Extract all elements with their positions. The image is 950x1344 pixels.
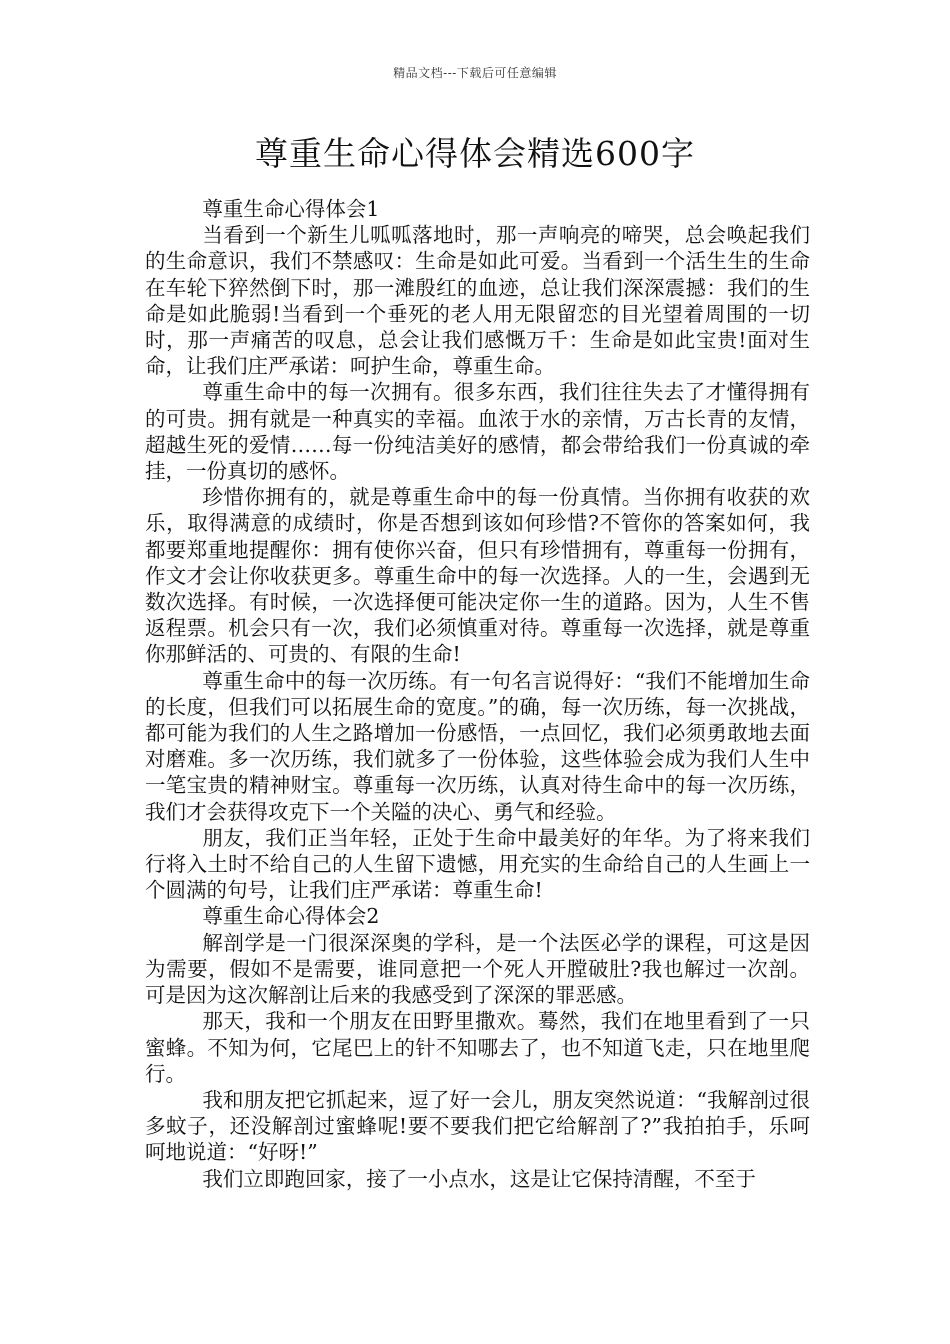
document-title: 尊重生命心得体会精选600字 [255,134,695,173]
paragraph: 尊重生命中的每一次拥有。很多东西，我们往往失去了才懂得拥有的可贵。拥有就是一种真实的幸福。血浓于水的亲情，万古长青的友情，超越生死的爱情……每一份纯洁美好的感情，都会带给我们一份真诚的牵挂，一份真切的感怀。 [145,380,810,484]
section-heading-2: 尊重生命心得体会2 [202,904,380,929]
paragraph: 珍惜你拥有的，就是尊重生命中的每一份真情。当你拥有收获的欢乐，取得满意的成绩时，你是否想到该如何珍惜?不管你的答案如何，我都要郑重地提醒你：拥有使你兴奋，但只有珍惜拥有，尊重每一份拥有，作文才会让你收获更多。尊重生命中的每一次选择。人的一生，会遇到无数次选择。有时候，一次选择便可能决定你一生的道路。因为，人生不售返程票。机会只有一次，我们必须慎重对待。尊重每一次选择，就是尊重你那鲜活的、可贵的、有限的生命! [145,485,810,667]
header-note: 精品文档---下载后可任意编辑 [393,66,557,80]
paragraph: 我和朋友把它抓起来，逗了好一会儿，朋友突然说道：“我解剖过很多蚊子，还没解剖过蜜蜂呢!要不要我们把它给解剖了?”我拍拍手，乐呵呵地说道：“好呀!” [145,1087,810,1165]
paragraph: 朋友，我们正当年轻，正处于生命中最美好的年华。为了将来我们行将入土时不给自己的人生留下遗憾，用充实的生命给自己的人生画上一个圆满的句号，让我们庄严承诺：尊重生命! [145,825,810,903]
paragraph: 我们立即跑回家，接了一小点水，这是让它保持清醒，不至于 [202,1166,756,1191]
paragraph: 那天，我和一个朋友在田野里撒欢。蓦然，我们在地里看到了一只蜜蜂。不知为何，它尾巴上的针不知哪去了，也不知道飞走，只在地里爬行。 [145,1009,810,1086]
section-heading-1: 尊重生命心得体会1 [202,197,380,221]
paragraph: 当看到一个新生儿呱呱落地时，那一声响亮的啼哭，总会唤起我们的生命意识，我们不禁感叹：生命是如此可爱。当看到一个活生生的生命在车轮下猝然倒下时，那一滩殷红的血迹，总让我们深深震撼：我们的生命是如此脆弱!当看到一个垂死的老人用无限留恋的目光望着周围的一切时，那一声痛苦的叹息，总会让我们感慨万千：生命是如此宝贵!面对生命，让我们庄严承诺：呵护生命，尊重生命。 [145,223,810,379]
document-body [145,196,810,1192]
paragraph: 尊重生命中的每一次历练。有一句名言说得好：“我们不能增加生命的长度，但我们可以拓展生命的宽度。”的确，每一次历练，每一次挑战，都可能为我们的人生之路增加一份感悟，一点回忆，我们必须勇敢地去面对磨难。多一次历练，我们就多了一份体验，这些体验会成为我们人生中一笔宝贵的精神财宝。尊重每一次历练，认真对待生命中的每一次历练，我们才会获得攻克下一个关隘的决心、勇气和经验。 [145,668,810,824]
paragraph: 解剖学是一门很深深奥的学科，是一个法医必学的课程，可这是因为需要，假如不是需要，谁同意把一个死人开膛破肚?我也解过一次剖。可是因为这次解剖让后来的我感受到了深深的罪恶感。 [145,930,810,1008]
